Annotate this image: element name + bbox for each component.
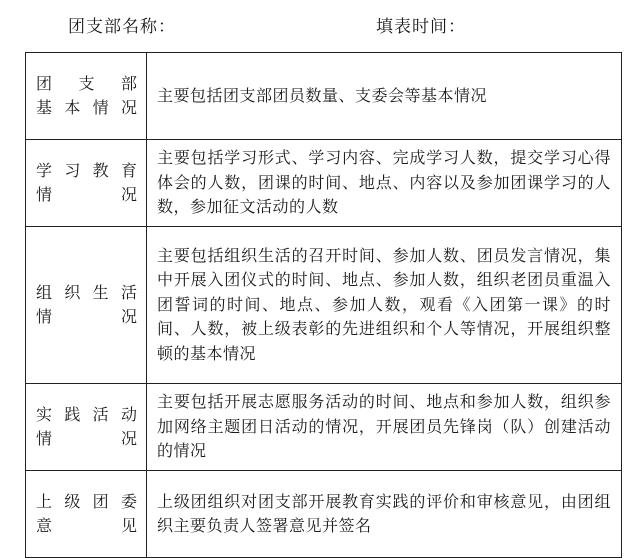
row-label-basic-info xyxy=(26,53,147,140)
row-label-line: 意 见 xyxy=(36,516,138,535)
row-label-line: 情 况 xyxy=(36,185,138,204)
row-label-study-education xyxy=(26,140,147,227)
row-label-line: 学习教育 xyxy=(36,160,138,180)
row-label-line: 组织生活 xyxy=(36,282,138,302)
row-label-practice-activities xyxy=(26,384,147,471)
row-content-basic-info: 主要包括团支部团员数量、支委会等基本情况 xyxy=(147,53,622,140)
fill-time-label: 填表时间： xyxy=(376,17,466,37)
table-row-organization-life xyxy=(26,227,622,384)
row-label-line: 情 况 xyxy=(36,429,138,448)
row-label-line: 团 支 部 xyxy=(36,73,138,93)
row-label-superior-opinion xyxy=(26,471,147,558)
row-label-line: 基本情况 xyxy=(36,98,138,117)
row-content-superior-opinion: 上级团组织对团支部开展教育实践的评价和审核意见，由团组织主要负责人签署意见并签名 xyxy=(147,471,622,558)
row-label-organization-life xyxy=(26,227,147,384)
row-content-organization-life: 主要包括组织生活的召开时间、参加人数、团员发言情况，集中开展入团仪式的时间、地点、参加人数，组织老团员重温入团誓词的时间、地点、参加人数，观看《入团第一课》的时间、人数，被上级表彰的先进组织和个人等情况，开展组织整顿的基本情况 xyxy=(147,227,622,384)
row-content-practice-activities: 主要包括开展志愿服务活动的时间、地点和参加人数，组织参加网络主题团日活动的情况，开展团员先锋岗（队）创建活动的情况 xyxy=(147,384,622,471)
form-header xyxy=(0,12,633,38)
row-content-study-education: 主要包括学习形式、学习内容、完成学习人数，提交学习心得体会的人数，团课的时间、地点、内容以及参加团课学习的人数，参加征文活动的人数 xyxy=(147,140,622,227)
report-form-table xyxy=(25,52,622,558)
row-label-line: 实践活动 xyxy=(36,404,138,424)
table-row-superior-opinion xyxy=(26,471,622,558)
table-row-practice-activities xyxy=(26,384,622,471)
row-label-line: 情 况 xyxy=(36,307,138,326)
row-label-line: 上级团委 xyxy=(36,491,138,511)
table-row-study-education xyxy=(26,140,622,227)
table-row-basic-info xyxy=(26,53,622,140)
branch-name-label: 团支部名称： xyxy=(68,17,176,37)
